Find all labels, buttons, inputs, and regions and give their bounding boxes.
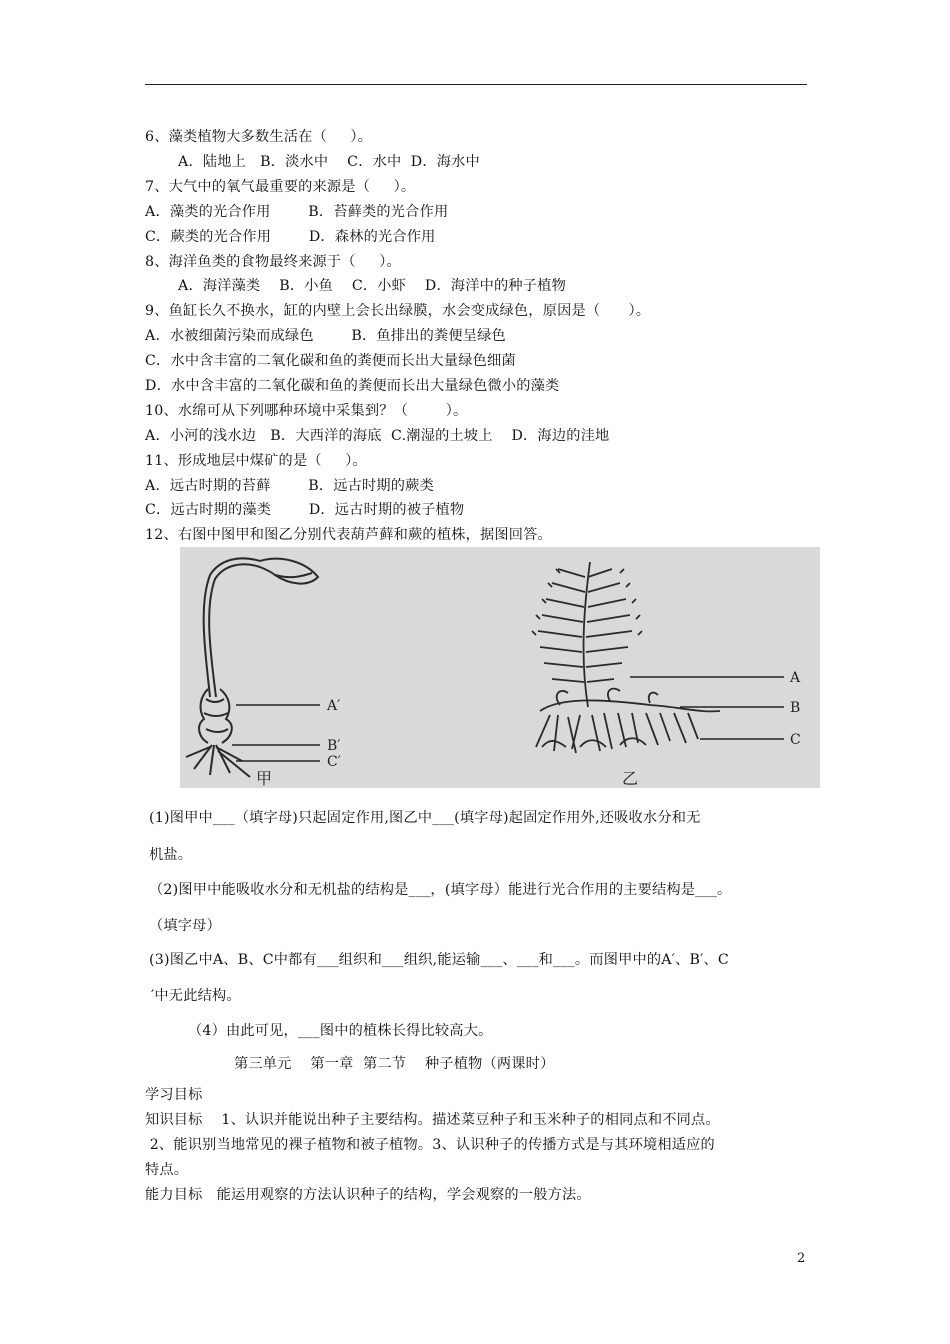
sub-question-2-line1: （2)图甲中能吸收水分和无机盐的结构是___，(填字母）能进行光合作用的主要结构是___。 bbox=[149, 882, 732, 898]
learning-goals-line4: 能力目标 能运用观察的方法认识种子的结构，学会观察的一般方法。 bbox=[145, 1187, 591, 1203]
question-11-options-cd: C．远古时期的藻类 D．远古时期的被子植物 bbox=[145, 502, 465, 518]
learning-goals-line1: 知识目标 1、认识并能说出种子主要结构。描述菜豆种子和玉米种子的相同点和不同点。 bbox=[145, 1112, 720, 1128]
question-6: 6、藻类植物大多数生活在（ ）。 bbox=[145, 129, 373, 145]
label-b-prime: B′ bbox=[327, 738, 341, 754]
question-10-options: A．小河的浅水边 B．大西洋的海底 C.潮湿的土坡上 D．海边的洼地 bbox=[145, 428, 610, 444]
moss-leader-lines bbox=[232, 705, 320, 761]
moss-fern-figure bbox=[180, 547, 820, 788]
caption-yi: 乙 bbox=[622, 769, 639, 788]
question-9-option-c: C．水中含丰富的二氧化碳和鱼的粪便而长出大量绿色细菌 bbox=[145, 353, 516, 369]
section-heading: 第三单元 第一章 第二节 种子植物（两课时） bbox=[234, 1056, 555, 1072]
question-7-options-cd: C．蕨类的光合作用 D．森林的光合作用 bbox=[145, 229, 436, 245]
page-number: 2 bbox=[797, 1251, 806, 1266]
caption-jia: 甲 bbox=[256, 769, 273, 788]
question-11: 11、形成地层中煤矿的是（ ）。 bbox=[145, 453, 367, 469]
sub-question-3-line1: (3)图乙中A、B、C中都有___组织和___组织,能运输___、___和___。而图甲中的A′、B′、C bbox=[149, 952, 729, 968]
learning-goals-line3: 特点。 bbox=[145, 1162, 189, 1178]
question-12: 12、右图中图甲和图乙分别代表葫芦藓和蕨的植株，据图回答。 bbox=[145, 527, 552, 543]
question-10: 10、水绵可从下列哪种环境中采集到？（ ）。 bbox=[145, 403, 468, 419]
label-a-prime: A′ bbox=[327, 698, 341, 714]
question-7-options-ab: A．藻类的光合作用 B．苔藓类的光合作用 bbox=[145, 204, 449, 220]
question-9-options-ab: A．水被细菌污染而成绿色 B．鱼排出的粪便呈绿色 bbox=[145, 328, 506, 344]
question-7: 7、大气中的氧气最重要的来源是（ ）。 bbox=[145, 179, 416, 195]
label-c: C bbox=[790, 732, 801, 748]
label-a: A bbox=[790, 670, 801, 686]
plant-diagram bbox=[180, 547, 820, 788]
moss-plant-drawing bbox=[186, 558, 318, 777]
sub-question-1-line1: (1)图甲中___（填字母)只起固定作用,图乙中___(填字母)起固定作用外,还吸收水分和无 bbox=[149, 810, 701, 826]
question-9-option-d: D．水中含丰富的二氧化碳和鱼的粪便而长出大量绿色微小的藻类 bbox=[145, 378, 560, 394]
question-9: 9、鱼缸长久不换水，缸的内壁上会长出绿膜，水会变成绿色，原因是（ ）。 bbox=[145, 303, 651, 319]
question-11-options-ab: A．远古时期的苔藓 B．远古时期的蕨类 bbox=[145, 478, 434, 494]
header-rule bbox=[145, 84, 807, 85]
fern-plant-drawing bbox=[532, 562, 720, 753]
label-b: B bbox=[790, 700, 801, 716]
question-8: 8、海洋鱼类的食物最终来源于（ ）。 bbox=[145, 254, 401, 270]
sub-question-2-line2: （填字母） bbox=[149, 918, 221, 934]
sub-question-3-line2: ′中无此结构。 bbox=[151, 988, 241, 1004]
learning-goals-title: 学习目标 bbox=[145, 1087, 203, 1103]
question-8-options: A．海洋藻类 B．小鱼 C．小虾 D．海洋中的种子植物 bbox=[178, 278, 566, 294]
sub-question-4: （4）由此可见，___图中的植株长得比较高大。 bbox=[188, 1023, 493, 1039]
sub-question-1-line2: 机盐。 bbox=[149, 847, 193, 863]
label-c-prime: C′ bbox=[327, 754, 341, 770]
learning-goals-line2: 2、能识别当地常见的裸子植物和被子植物。3、认识种子的传播方式是与其环境相适应的 bbox=[145, 1137, 715, 1153]
question-6-options: A．陆地上 B．淡水中 C．水中 D．海水中 bbox=[178, 154, 480, 170]
